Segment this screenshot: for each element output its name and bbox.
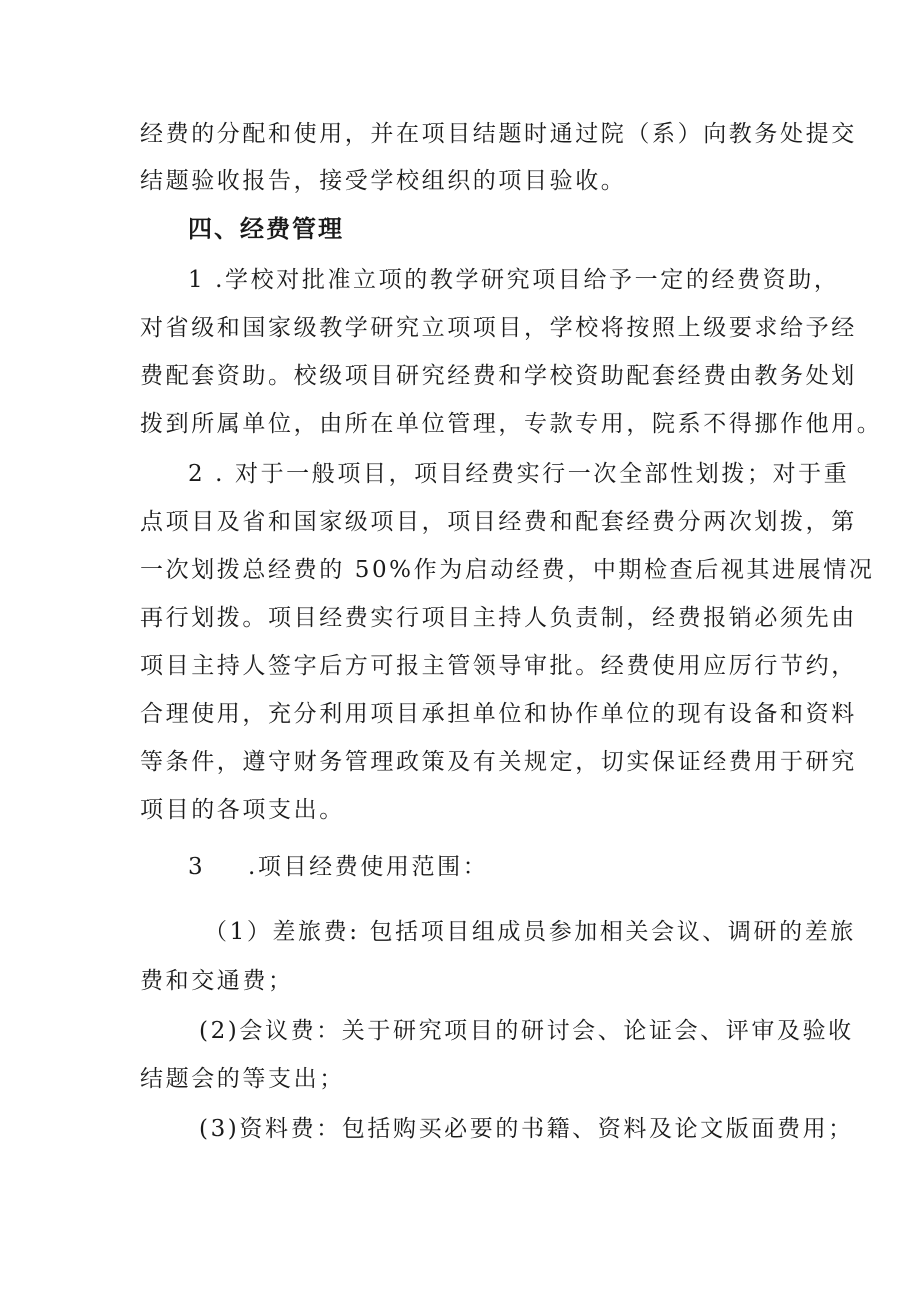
paragraph-line: 结题验收报告，接受学校组织的项目验收。 (140, 168, 627, 194)
paragraph-line: 一次划拨总经费的 50%作为启动经费，中期检查后视其进展情况 (140, 557, 875, 583)
paragraph-line: 经费的分配和使用，并在项目结题时通过院（系）向教务处提交 (140, 121, 857, 147)
paragraph-line: 点项目及省和国家级项目，项目经费和配套经费分两次划拨，第 (140, 509, 857, 535)
paragraph-line: 2 . 对于一般项目，项目经费实行一次全部性划拨；对于重 (188, 461, 850, 487)
item-number: 3 (188, 854, 206, 880)
paragraph-line: 合理使用，充分利用项目承担单位和协作单位的现有设备和资料 (140, 701, 857, 727)
paragraph-line: 结题会的等支出； (140, 1066, 345, 1092)
paragraph-line: 项目的各项支出。 (140, 797, 345, 823)
section-heading: 四、经费管理 (188, 215, 344, 243)
paragraph-line: (3)资料费：包括购买必要的书籍、资料及论文版面费用； (199, 1116, 854, 1142)
paragraph-line: （1）差旅费: 包括项目组成员参加相关会议、调研的差旅 (204, 919, 856, 945)
paragraph-line: 费和交通费； (140, 968, 294, 994)
paragraph-line: 拨到所属单位，由所在单位管理，专款专用，院系不得挪作他用。 (140, 411, 883, 437)
paragraph-line: .项目经费使用范围： (248, 854, 489, 880)
paragraph-line: 费配套资助。校级项目研究经费和学校资助配套经费由教务处划 (140, 363, 857, 389)
paragraph-line: (2)会议费：关于研究项目的研讨会、论证会、评审及验收 (199, 1018, 854, 1044)
paragraph-line: 再行划拨。项目经费实行项目主持人负责制，经费报销必须先由 (140, 605, 857, 631)
paragraph-line: 项目主持人签字后方可报主管领导审批。经费使用应厉行节约， (140, 653, 857, 679)
paragraph-line: 1 .学校对批准立项的教学研究项目给予一定的经费资助， (188, 267, 840, 293)
paragraph-line: 对省级和国家级教学研究立项项目，学校将按照上级要求给予经 (140, 315, 857, 341)
paragraph-line: 等条件，遵守财务管理政策及有关规定，切实保证经费用于研究 (140, 749, 857, 775)
